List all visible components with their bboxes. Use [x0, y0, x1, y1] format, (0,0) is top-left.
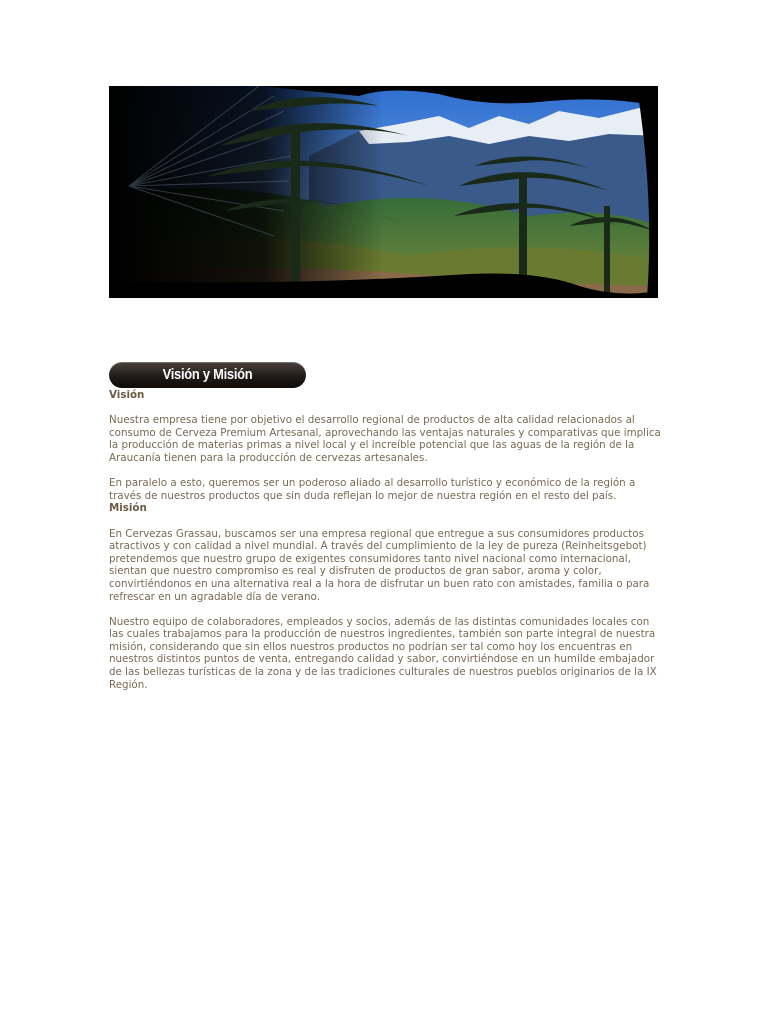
mision-paragraph-2: Nuestro equipo de colaboradores, empleados y socios, además de las distintas comunidades locales con las cuales trabajamos para la producción de nuestros ingredientes, también son parte integral de nuestra misión, considerando que sin ellos nuestros productos no podrían ser tal como hoy los encuentras en nuestros distintos puntos de venta, entregando calidad y sabor, convirtiéndose en un humilde embajador de las bellezas turísticas de la zona y de las tradiciones culturales de nuestros pueblos originarios de la IX Región.: [109, 615, 657, 691]
mision-paragraph-1: En Cervezas Grassau, buscamos ser una empresa regional que entregue a sus consumidores productos atractivos y con calidad a nivel mundial. A través del cumplimiento de la ley de pureza (Reinheitsgebot) pretendemos que nuestro grupo de exigentes consumidores tanto nivel nacional como internacional, sientan que nuestro compromiso es real y disfruten de productos de gran sabor, aroma y color, convirtiéndonos en una alternativa real a la hora de disfrutar un buen rato con amistades, familia o para refrescar en un agradable día de verano.: [109, 527, 650, 603]
vision-heading: Visión: [109, 389, 145, 401]
section-title: Visión y Misión: [162, 366, 253, 383]
landscape-illustration: [109, 86, 658, 298]
mision-heading: Misión: [109, 502, 147, 515]
vision-paragraph-1: Nuestra empresa tiene por objetivo el desarrollo regional de productos de alta calidad relacionados al consumo de Cerveza Premium Artesanal, aprovechando las ventajas naturales y comparativas que implica la producción de materias primas a nivel local y el increíble potencial que las aguas de la región de la Araucanía tienen para la producción de cervezas artesanales.: [109, 414, 661, 464]
header-banner-image: [109, 86, 658, 298]
vision-paragraph-2: En paralelo a esto, queremos ser un poderoso aliado al desarrollo turístico y económico de la región a través de nuestros productos que sin duda reflejan lo mejor de nuestra región en el resto del país.: [109, 477, 636, 502]
section-title-badge: [109, 362, 306, 388]
main-content: [109, 389, 661, 691]
